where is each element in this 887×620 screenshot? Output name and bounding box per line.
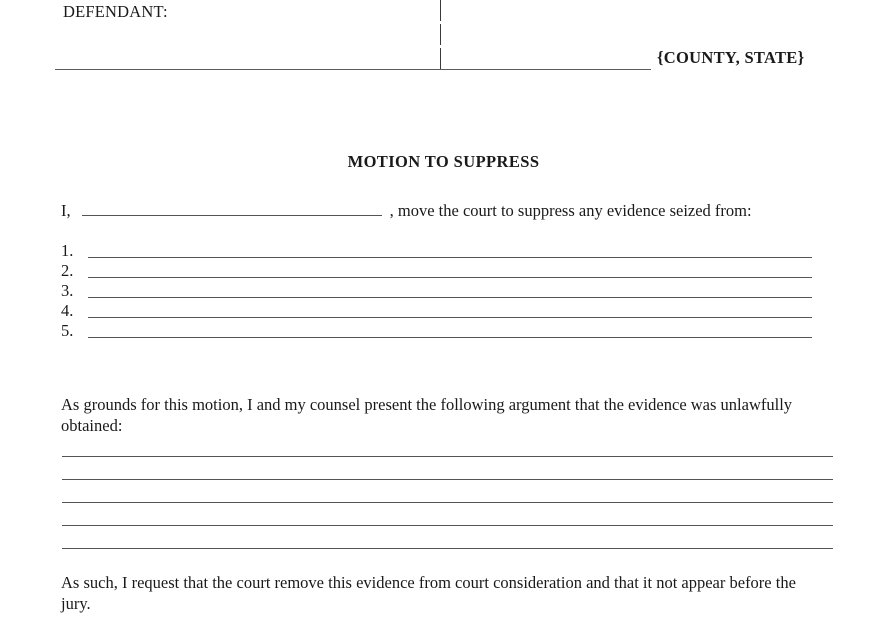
seized-item-field-4[interactable] (88, 317, 812, 318)
seized-item-field-1[interactable] (88, 257, 812, 258)
grounds-line-field-5[interactable] (62, 548, 833, 549)
list-item (61, 323, 821, 343)
list-item-number: 3. (61, 281, 74, 300)
list-item-number: 2. (61, 261, 74, 280)
seized-item-field-5[interactable] (88, 337, 812, 338)
intro-prefix: I, (61, 201, 71, 220)
list-item (62, 496, 833, 519)
list-item-number: 5. (61, 321, 74, 340)
list-item-number: 1. (61, 241, 74, 260)
page-title: MOTION TO SUPPRESS (347, 152, 540, 171)
list-item (61, 283, 821, 303)
seized-item-field-2[interactable] (88, 277, 812, 278)
caption-vertical-divider (440, 0, 441, 70)
grounds-line-field-4[interactable] (62, 525, 833, 526)
caption-signature-rule[interactable] (55, 69, 651, 70)
closing-paragraph: As such, I request that the court remove this evidence from court consideration and that it not appear before the jury. (61, 573, 796, 613)
movant-name-field[interactable] (82, 199, 382, 216)
county-state-placeholder: {COUNTY, STATE} (657, 48, 805, 67)
list-item (61, 303, 821, 323)
grounds-line-field-1[interactable] (62, 456, 833, 457)
seized-item-field-3[interactable] (88, 297, 812, 298)
case-caption-block (0, 0, 887, 80)
list-item (62, 542, 833, 565)
list-item (62, 473, 833, 496)
grounds-line-field-2[interactable] (62, 479, 833, 480)
seized-items-list (61, 243, 821, 343)
list-item (62, 450, 833, 473)
grounds-paragraph: As grounds for this motion, I and my counsel present the following argument that the evidence was unlawfully obtained: (61, 395, 793, 435)
list-item (62, 519, 833, 542)
list-item (61, 243, 821, 263)
list-item (61, 263, 821, 283)
grounds-line-field-3[interactable] (62, 502, 833, 503)
intro-suffix: , move the court to suppress any evidence seized from: (389, 201, 752, 220)
intro-statement (61, 199, 861, 221)
defendant-label: DEFENDANT: (63, 2, 168, 21)
list-item-number: 4. (61, 301, 74, 320)
grounds-write-in-lines (62, 450, 833, 565)
